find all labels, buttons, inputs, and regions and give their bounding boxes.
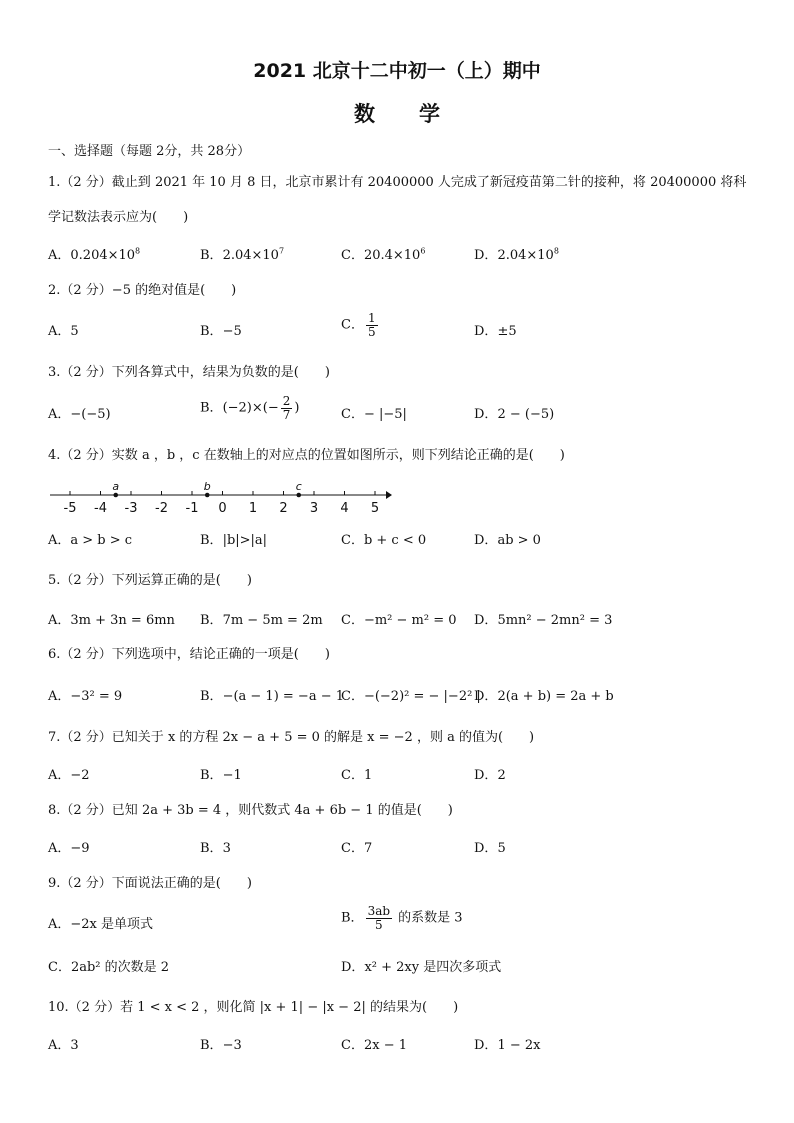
q6-option-d[interactable]: D．2(a + b) = 2a + b — [474, 689, 614, 704]
q5-option-a[interactable]: A．3m + 3n = 6mn — [48, 613, 175, 628]
q4-option-a[interactable]: A．a > b > c — [48, 533, 133, 548]
q6-option-c[interactable]: C．−(−2)² = − |−2² | — [341, 689, 481, 704]
q5-option-c[interactable]: C．−m² − m² = 0 — [341, 613, 457, 628]
q6-option-b[interactable]: B．−(a − 1) = −a − 1 — [200, 689, 345, 704]
q8-option-d[interactable]: D．5 — [474, 841, 506, 856]
number-line-point-b — [205, 493, 210, 498]
question-9-stem: 9.（2 分）下面说法正确的是( ) — [48, 876, 252, 891]
q10-option-d[interactable]: D．1 − 2x — [474, 1038, 541, 1053]
number-line-tick-label: 5 — [370, 501, 380, 516]
number-line-tick-label: 1 — [248, 501, 258, 516]
q1-option-d[interactable]: D．$2.04\times 10^8$ — [474, 246, 559, 263]
question-10-stem: 10.（2 分）若 1 < x < 2 ，则化简 |x + 1| − |x − 2| 的结果为( ) — [48, 1000, 459, 1015]
number-line-point-label: b — [203, 480, 211, 493]
q7-option-c[interactable]: C．1 — [341, 768, 373, 783]
q9-option-a[interactable]: A．−2x 是单项式 — [48, 917, 154, 932]
number-line-tick-label: -5 — [63, 501, 77, 516]
number-line-point-a — [113, 493, 118, 498]
q9-option-c[interactable]: C．2ab² 的次数是 2 — [48, 960, 170, 975]
question-8-stem: 8.（2 分）已知 2a + 3b = 4 ，则代数式 4a + 6b − 1 的值是( ) — [48, 803, 453, 818]
question-1-stem: 1.（2 分）截止到 2021 年 10 月 8 日，北京市累计有 20400000 人完成了新冠疫苗第二针的接种，将 20400000 将科 — [48, 175, 747, 190]
section-heading: 一、选择题（每题 2分，共 28分） — [48, 144, 251, 159]
number-line-arrow — [386, 491, 392, 499]
fraction: $\frac{1}{5}$ — [367, 311, 376, 339]
q1-option-b[interactable]: B．$2.04\times 10^7$ — [200, 246, 285, 263]
q2-option-b[interactable]: B．−5 — [200, 324, 242, 339]
fraction: $\frac{2}{7}$ — [282, 394, 291, 422]
question-4-stem: 4.（2 分）实数 a ，b ，c 在数轴上的对应点的位置如图所示，则下列结论正确的是( ) — [48, 448, 565, 463]
number-line — [48, 478, 398, 518]
q2-option-a[interactable]: A．5 — [48, 324, 79, 339]
number-line-tick-label: 0 — [218, 501, 227, 516]
q5-option-d[interactable]: D．5mn² − 2mn² = 3 — [474, 613, 613, 628]
question-7-stem: 7.（2 分）已知关于 x 的方程 2x − a + 5 = 0 的解是 x = −2 ，则 a 的值为( ) — [48, 730, 535, 745]
q8-option-c[interactable]: C．7 — [341, 841, 373, 856]
q3-option-a[interactable]: A．−(−5) — [48, 407, 111, 422]
number-line-tick-label: 3 — [309, 501, 319, 516]
question-5-stem: 5.（2 分）下列运算正确的是( ) — [48, 573, 252, 588]
number-line-tick-label: -2 — [155, 501, 168, 516]
q9-option-b[interactable]: B． $\frac{3ab}{5}$ 的系数是 3 — [341, 904, 463, 932]
fraction: $\frac{3ab}{5}$ — [367, 904, 391, 932]
q10-option-c[interactable]: C．2x − 1 — [341, 1038, 407, 1053]
q4-option-d[interactable]: D．ab > 0 — [474, 533, 541, 548]
question-6-stem: 6.（2 分）下列选项中，结论正确的一项是( ) — [48, 647, 330, 662]
q2-option-d[interactable]: D．±5 — [474, 324, 517, 339]
q8-option-a[interactable]: A．−9 — [48, 841, 90, 856]
number-line-tick-label: -1 — [185, 501, 199, 516]
subject-title: 数学 — [354, 102, 484, 126]
q6-option-a[interactable]: A．−3² = 9 — [48, 689, 123, 704]
q7-option-b[interactable]: B．−1 — [200, 768, 242, 783]
q2-option-c[interactable]: C． $\frac{1}{5}$ — [341, 311, 376, 339]
number-line-point-label: a — [112, 480, 120, 493]
q1-option-a[interactable]: A．$0.204\times 10^8$ — [48, 246, 141, 263]
question-2-stem: 2.（2 分）−5 的绝对值是( ) — [48, 283, 237, 298]
number-line-point-label: c — [295, 480, 302, 493]
question-1-stem-continued: 学记数法表示应为( ) — [48, 210, 189, 225]
q5-option-b[interactable]: B．7m − 5m = 2m — [200, 613, 323, 628]
q3-option-d[interactable]: D．2 − (−5) — [474, 407, 555, 422]
page-title: 2021 北京十二中初一（上）期中 — [253, 60, 541, 82]
number-line-tick-label: 2 — [279, 501, 288, 516]
number-line-tick-label: -3 — [124, 501, 138, 516]
q10-option-b[interactable]: B．−3 — [200, 1038, 242, 1053]
q7-option-d[interactable]: D．2 — [474, 768, 506, 783]
q8-option-b[interactable]: B．3 — [200, 841, 231, 856]
number-line-tick-label: 4 — [340, 501, 349, 516]
q1-option-c[interactable]: C．$20.4\times 10^6$ — [341, 246, 426, 263]
question-3-stem: 3.（2 分）下列各算式中，结果为负数的是( ) — [48, 365, 330, 380]
q9-option-d[interactable]: D．x² + 2xy 是四次多项式 — [341, 960, 502, 975]
q7-option-a[interactable]: A．−2 — [48, 768, 90, 783]
number-line-tick-label: -4 — [94, 501, 107, 516]
q3-option-b[interactable]: B．(−2)×(− $\frac{2}{7}$ ) — [200, 394, 300, 422]
number-line-figure — [48, 478, 398, 518]
number-line-point-c — [296, 493, 301, 498]
q10-option-a[interactable]: A．3 — [48, 1038, 79, 1053]
q4-option-c[interactable]: C．b + c < 0 — [341, 533, 427, 548]
q3-option-c[interactable]: C．− |−5| — [341, 407, 407, 422]
q4-option-b[interactable]: B．|b|>|a| — [200, 533, 268, 548]
